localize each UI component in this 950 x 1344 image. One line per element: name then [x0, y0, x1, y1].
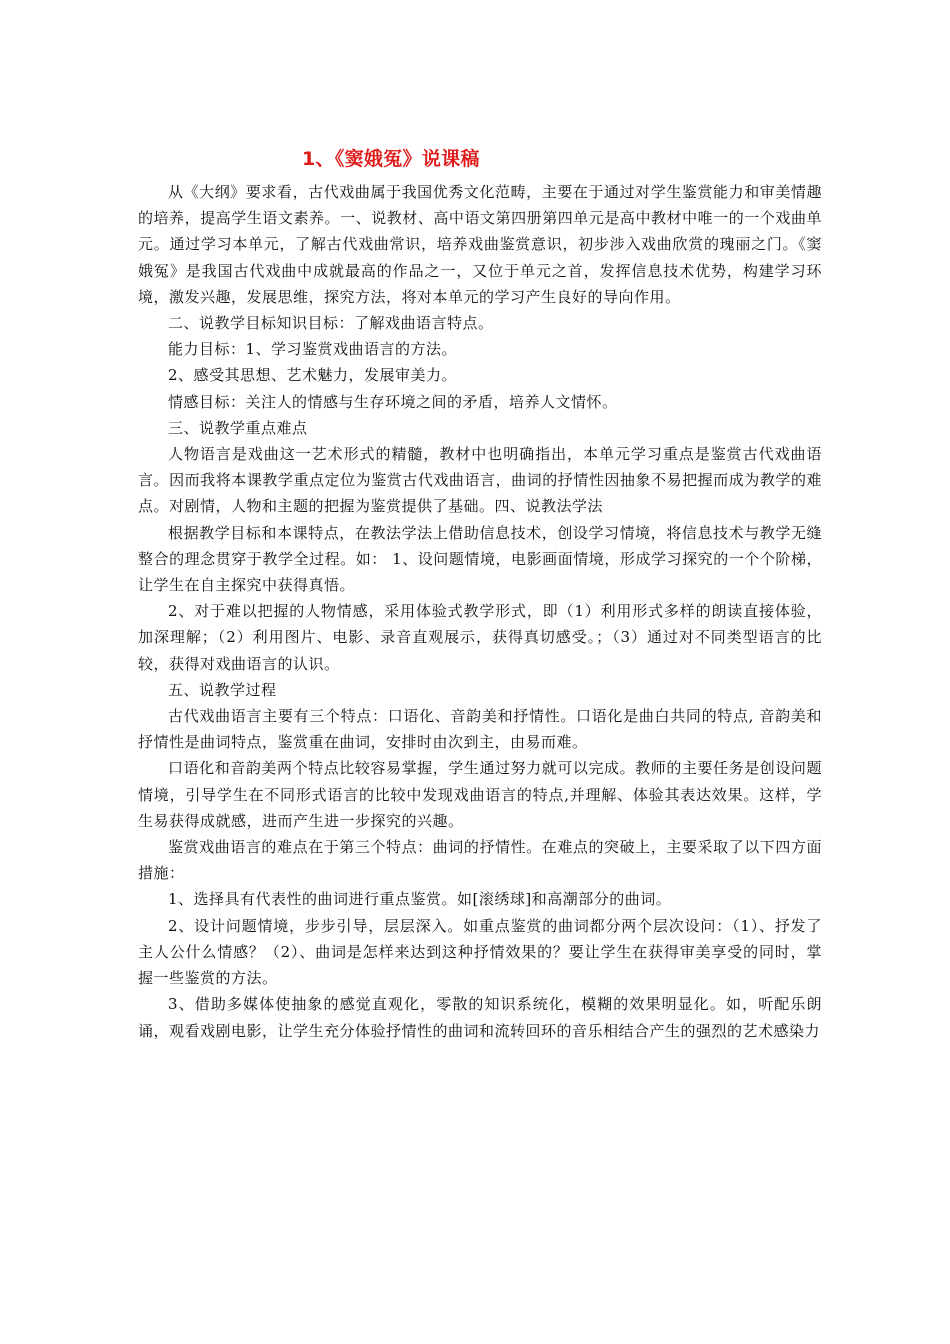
paragraph: 三、说教学重点难点	[168, 418, 308, 437]
paragraph: 二、说教学目标知识目标：了解戏曲语言特点。	[168, 314, 494, 333]
paragraph: 1、选择具有代表性的曲词进行重点鉴赏。如[滚绣球]和高潮部分的曲词。	[168, 890, 672, 909]
paragraph: 情感目标：关注人的情感与生存环境之间的矛盾，培养人文情怀。	[168, 392, 618, 411]
paragraph: 2、设计问题情境，步步引导，层层深入。如重点鉴赏的曲词都分两个层次设问：（1）、抒发了主人公什么情感？（2）、曲词是怎样来达到这种抒情效果的？要让学生在获得审美享受的同时，掌握一些鉴赏的方法。	[138, 916, 822, 988]
paragraph: 从《大纲》要求看，古代戏曲属于我国优秀文化范畴，主要在于通过对学生鉴赏能力和审美情趣的培养，提高学生语文素养。一、说教材、高中语文第四册第四单元是高中教材中唯一的一个戏曲单元。通过学习本单元，了解古代戏曲常识，培养戏曲鉴赏意识，初步涉入戏曲欣赏的瑰丽之门。《窦娥冤》是我国古代戏曲中成就最高的作品之一，又位于单元之首，发挥信息技术优势，构建学习环境，激发兴趣，发展思维，探究方法，将对本单元的学习产生良好的导向作用。	[138, 183, 822, 306]
paragraph: 能力目标：1、学习鉴赏戏曲语言的方法。	[168, 340, 458, 359]
paragraph: 根据教学目标和本课特点，在教法学法上借助信息技术，创设学习情境，将信息技术与教学无缝整合的理念贯穿于教学全过程。如： 1、设问题情境，电影画面情境，形成学习探究的一个个阶梯，让学生在自主探究中获得真悟。	[138, 523, 822, 595]
paragraph: 2、对于难以把握的人物情感，采用体验式教学形式，即（1）利用形式多样的朗读直接体验，加深理解；（2）利用图片、电影、录音直观展示，获得真切感受。；（3）通过对不同类型语言的比较，获得对戏曲语言的认识。	[138, 602, 822, 673]
paragraph: 口语化和音韵美两个特点比较容易掌握，学生通过努力就可以完成。教师的主要任务是创设问题情境，引导学生在不同形式语言的比较中发现戏曲语言的特点,并理解、体验其表达效果。这样，学生易获得成就感，进而产生进一步探究的兴趣。	[138, 759, 822, 830]
document-body	[138, 179, 822, 1044]
paragraph: 2、感受其思想、艺术魅力，发展审美力。	[168, 366, 458, 385]
paragraph: 古代戏曲语言主要有三个特点：口语化、音韵美和抒情性。口语化是曲白共同的特点, 音韵美和抒情性是曲词特点，鉴赏重在曲词，安排时由次到主，由易而难。	[138, 707, 822, 752]
document-title: 1、《窦娥冤》说课稿	[302, 148, 480, 170]
paragraph: 鉴赏戏曲语言的难点在于第三个特点：曲词的抒情性。在难点的突破上，主要采取了以下四方面措施：	[138, 838, 822, 883]
paragraph: 3、借助多媒体使抽象的感觉直观化，零散的知识系统化，模糊的效果明显化。如，听配乐朗诵，观看戏剧电影，让学生充分体验抒情性的曲词和流转回环的音乐相结合产生的强烈的艺术感染力	[138, 995, 822, 1040]
paragraph: 五、说教学过程	[168, 680, 277, 699]
paragraph: 人物语言是戏曲这一艺术形式的精髓，教材中也明确指出，本单元学习重点是鉴赏古代戏曲语言。因而我将本课教学重点定位为鉴赏古代戏曲语言，曲词的抒情性因抽象不易把握而成为教学的难点。对剧情，人物和主题的把握为鉴赏提供了基础。四、说教法学法	[138, 445, 822, 516]
